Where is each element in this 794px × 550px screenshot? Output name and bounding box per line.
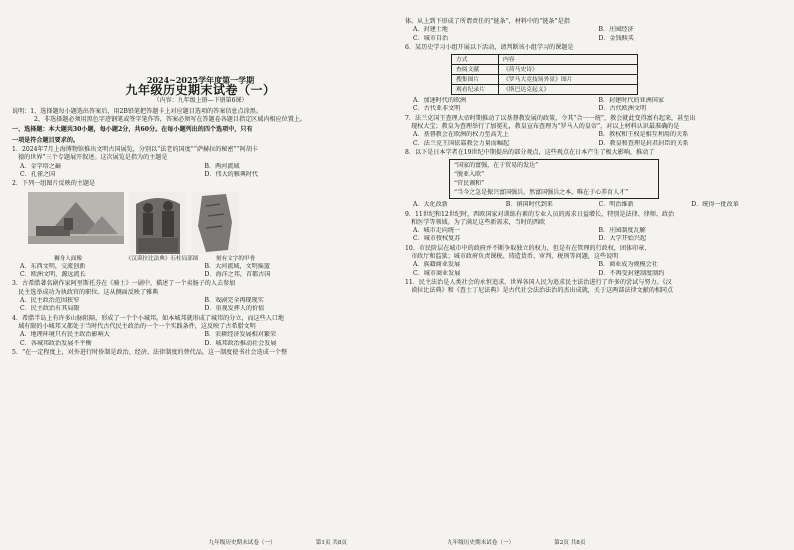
option[interactable]: C．城市自治 bbox=[413, 34, 449, 42]
exam-title: 九年级历史期末试卷（一） bbox=[125, 83, 276, 98]
table-cell: 《罗马大竞技场外景》图片 bbox=[499, 75, 638, 85]
right-page bbox=[397, 0, 794, 550]
option[interactable]: A．加速时代的欧洲 bbox=[413, 97, 467, 105]
question-10-line-1: 10．市民阶层在城市中的政府并不断争取独立的权力，但是有在管理的行政权，团体印章、 bbox=[405, 244, 651, 252]
question-6-stem: 6．某历史学习小组开展以下活动，请判断该小组学习的课题是 bbox=[405, 43, 574, 51]
question-5-line-2: 体。从上到下形成了所谓责任的“链条”，材料中的“链条”是指 bbox=[405, 18, 570, 25]
option[interactable]: B．庄园经济 bbox=[598, 26, 634, 34]
option[interactable]: B．大河流域，文明摇篮 bbox=[204, 262, 270, 270]
question-1-line-2: 猿的世界”三个专题展开叙述。这次展览是指为的主题是 bbox=[12, 154, 168, 162]
question-7-line-1: 7．法兰克国王查理大帝时期推动了以基督教发展的政策，令其“合一一统”，教会就此变得富有起来，甚至出 bbox=[405, 114, 696, 122]
quote-line: “国家的富强，在于贸易的发达” bbox=[454, 162, 539, 170]
oracle-bone-image bbox=[192, 192, 238, 254]
section-heading-cont: 一项是符合题目要求的。 bbox=[12, 136, 80, 144]
figure-captions bbox=[12, 255, 389, 263]
table-cell: 《荷马史诗》 bbox=[499, 65, 638, 75]
quote-line: “当今之急是振兴富国强兵，然富国强兵之本，唯在于心养育人才” bbox=[454, 189, 629, 197]
table-cell: 《斯巴达克起义》 bbox=[499, 85, 638, 95]
option[interactable]: D．不再受封建制度制约 bbox=[598, 269, 665, 277]
option[interactable]: D．城邦政治推动社会发展 bbox=[204, 339, 277, 347]
question-10-line-2: 市政厅和监狱；城市政府负责课税、铸造货币、审判、税刑等问题，这些说明 bbox=[405, 253, 619, 261]
option[interactable]: B．农耕经济发展相对繁荣 bbox=[204, 331, 277, 339]
question-11-line-2: 谟拉比法典》和《查士丁尼法典》是古代社会法治法治的杰出成就，关于这两部法律文献的相同点 bbox=[405, 287, 674, 295]
table-row bbox=[452, 75, 638, 85]
quote-line: “官民调和” bbox=[454, 180, 485, 188]
option[interactable]: B．镇国时代到来 bbox=[505, 201, 553, 209]
question-2-figures bbox=[12, 192, 389, 254]
question-5-options bbox=[405, 26, 784, 43]
option[interactable]: C．古代亚非文明 bbox=[413, 105, 461, 113]
option[interactable]: C．各城邦政治发展不平衡 bbox=[20, 339, 92, 347]
question-4-line-1: 4．希腊半岛上有许多山脉阻隔，形成了一个个小城邦。如本城邦就形成了城邦的分立，而这些人口地 bbox=[12, 314, 285, 322]
caption-sphinx: 狮身人面像 bbox=[54, 255, 82, 262]
option[interactable]: A．城市走向统一 bbox=[413, 227, 461, 235]
question-2-stem: 2．下列一组图片反映的主题是 bbox=[12, 180, 96, 188]
option[interactable]: A．民主政治范围狭窄 bbox=[20, 297, 80, 305]
exam-scope: （内容：九年级上册—下册第6课） bbox=[153, 96, 248, 104]
option[interactable]: B．两河流域 bbox=[204, 162, 240, 170]
option[interactable]: D．重视发挥人的价值 bbox=[204, 305, 265, 313]
question-9-line-2: 和医学等领域。为了满足这些新需求，当时的西欧 bbox=[405, 218, 546, 226]
option[interactable]: A．大化改新 bbox=[413, 201, 448, 209]
option[interactable]: C．孔雀之国 bbox=[20, 170, 56, 178]
option[interactable]: A．基督教会在欧洲的权力至高无上 bbox=[413, 131, 509, 139]
table-header: 方式 bbox=[452, 55, 499, 65]
option[interactable]: D．大学开始兴起 bbox=[598, 235, 647, 243]
caption-oracle-bone: 刻有文字的甲骨 bbox=[216, 255, 256, 262]
option[interactable]: D．教皇和查理是封君封臣的关系 bbox=[598, 139, 689, 147]
option[interactable]: A．东西文明，交流创新 bbox=[20, 262, 86, 270]
section-heading: 一、选择题：本大题共30小题，每小题2分，共60分。在每小题列出的四个选项中，只有 bbox=[12, 126, 253, 134]
option[interactable]: C．明治维新 bbox=[598, 201, 634, 209]
option[interactable]: A．封建土地 bbox=[413, 26, 448, 34]
instruction-1: 说明：1、选择题每小题选出答案后，用2B铅笔把答题卡上对应题目选项的答案信息点涂黑。 bbox=[12, 107, 262, 115]
table-row bbox=[452, 65, 638, 75]
option[interactable]: A．族籍商业发展 bbox=[413, 261, 461, 269]
footer-left-name: 九年级历史期末试卷（一） bbox=[208, 540, 276, 546]
question-8-options bbox=[405, 201, 784, 209]
option[interactable]: D．伟大的雅典时代 bbox=[204, 170, 259, 178]
question-3-line-2: 民主选举成功为执政官的职位。这从侧面反映了雅典 bbox=[12, 288, 159, 296]
question-11-line-1: 11．民主法治是人类社会的永恒追求，世界各国人民为追求民主法治进行了许多的尝试与努力。《汉 bbox=[405, 278, 672, 286]
option[interactable]: D．古代欧洲文明 bbox=[598, 105, 647, 113]
question-2-options bbox=[12, 263, 389, 280]
page-footer bbox=[0, 538, 794, 546]
option[interactable]: B．商业成为规模会社 bbox=[598, 261, 658, 269]
table-cell: 搜集图片 bbox=[452, 75, 499, 85]
caption-stele: 《汉谟拉比法典》石柱局部图 bbox=[125, 255, 199, 262]
question-10-options bbox=[405, 261, 784, 278]
question-8-stem: 8．以下是日本学者在19世纪中期提出的部分观点，这些观点在日本产生了极大影响，推动了 bbox=[405, 148, 655, 156]
option[interactable]: C．民主政治有其局限 bbox=[20, 305, 80, 313]
table-cell: 查阅文献 bbox=[452, 65, 499, 75]
question-1-options bbox=[12, 163, 389, 180]
question-3-line-1: 3．古希腊著名剧作家阿里斯托芬在《骑士》一剧中，描述了一个卖肠子的人去参加 bbox=[12, 280, 236, 288]
question-9-line-1: 9．11世纪和12世纪时，西欧国家对训练有素的专业人员的需求日益增长，特别是法律、律师、政治 bbox=[405, 210, 675, 218]
table-cell: 观看纪录片 bbox=[452, 85, 499, 95]
question-7-line-2: 现权大宝；教皇为查理举行了加冕礼，教皇宣布查理为“罗马人的皇帝”，对以上材料认识最准确的是 bbox=[405, 123, 680, 131]
question-4-options bbox=[12, 331, 389, 348]
activity-table bbox=[451, 54, 638, 95]
question-1-line-1: 1．2024年7月上海博物馆推出文明古国展览，分别以“法老的国度”“萨赫拉的秘密”“阿胡卡 bbox=[12, 146, 259, 154]
option[interactable]: C．城市商业发展 bbox=[413, 269, 461, 277]
footer-right-name: 九年级历史期末试卷（一） bbox=[447, 540, 515, 546]
table-row bbox=[452, 85, 638, 95]
option[interactable]: C．城市授权复苏 bbox=[413, 235, 461, 243]
question-7-options bbox=[405, 131, 784, 148]
option[interactable]: C．法兰克王国依靠教会力量而崛起 bbox=[413, 139, 510, 147]
option[interactable]: A．金字塔之巅 bbox=[20, 162, 61, 170]
option[interactable]: D．统得一批改革 bbox=[691, 201, 739, 209]
option[interactable]: A．地理环境只有民主政治影响大 bbox=[20, 331, 110, 339]
option[interactable]: D．金钱赎买 bbox=[598, 34, 634, 42]
question-9-options bbox=[405, 227, 784, 244]
sphinx-image bbox=[28, 192, 124, 254]
option[interactable]: B．庄园制度瓦解 bbox=[598, 227, 646, 235]
option[interactable]: B．教权和王权是相互利用的关系 bbox=[598, 131, 689, 139]
footer-right-page: 第2页 共8页 bbox=[554, 540, 586, 546]
quote-line: “脱亚入欧” bbox=[454, 171, 485, 179]
question-3-options bbox=[12, 297, 389, 314]
instruction-2: 2、非选择题必须用黑色字迹钢笔或签字笔作答，答案必须写在答题卷各题目指定区域内相应位置上。 bbox=[34, 116, 307, 124]
exam-year: 2024~2025学年度第一学期 bbox=[146, 75, 255, 85]
table-header: 内容 bbox=[499, 55, 638, 65]
footer-left-page: 第1页 共8页 bbox=[315, 540, 347, 546]
question-5-line-1: 5．“在一定程度上，对外进行时侨制是政治、经济、法律制度的替代品。这一制度使书社会迭成一个整 bbox=[12, 348, 288, 356]
hammurabi-stele-image bbox=[130, 192, 186, 254]
option[interactable]: D．海洋之邦，首都古国 bbox=[204, 271, 271, 279]
option[interactable]: C．欧洲文明，源远流长 bbox=[20, 271, 86, 279]
table-header-row bbox=[452, 55, 638, 65]
question-6-options bbox=[405, 97, 784, 114]
option[interactable]: B．戏剧完全再现现实 bbox=[204, 297, 264, 305]
question-4-line-2: 域有限的小城邦又都处于当时代古代民主政治的一个一个实践条件，这反映了古希腊文明 bbox=[12, 322, 256, 330]
quote-box bbox=[449, 159, 659, 199]
option[interactable]: B．封建时代的亚洲国家 bbox=[598, 97, 664, 105]
